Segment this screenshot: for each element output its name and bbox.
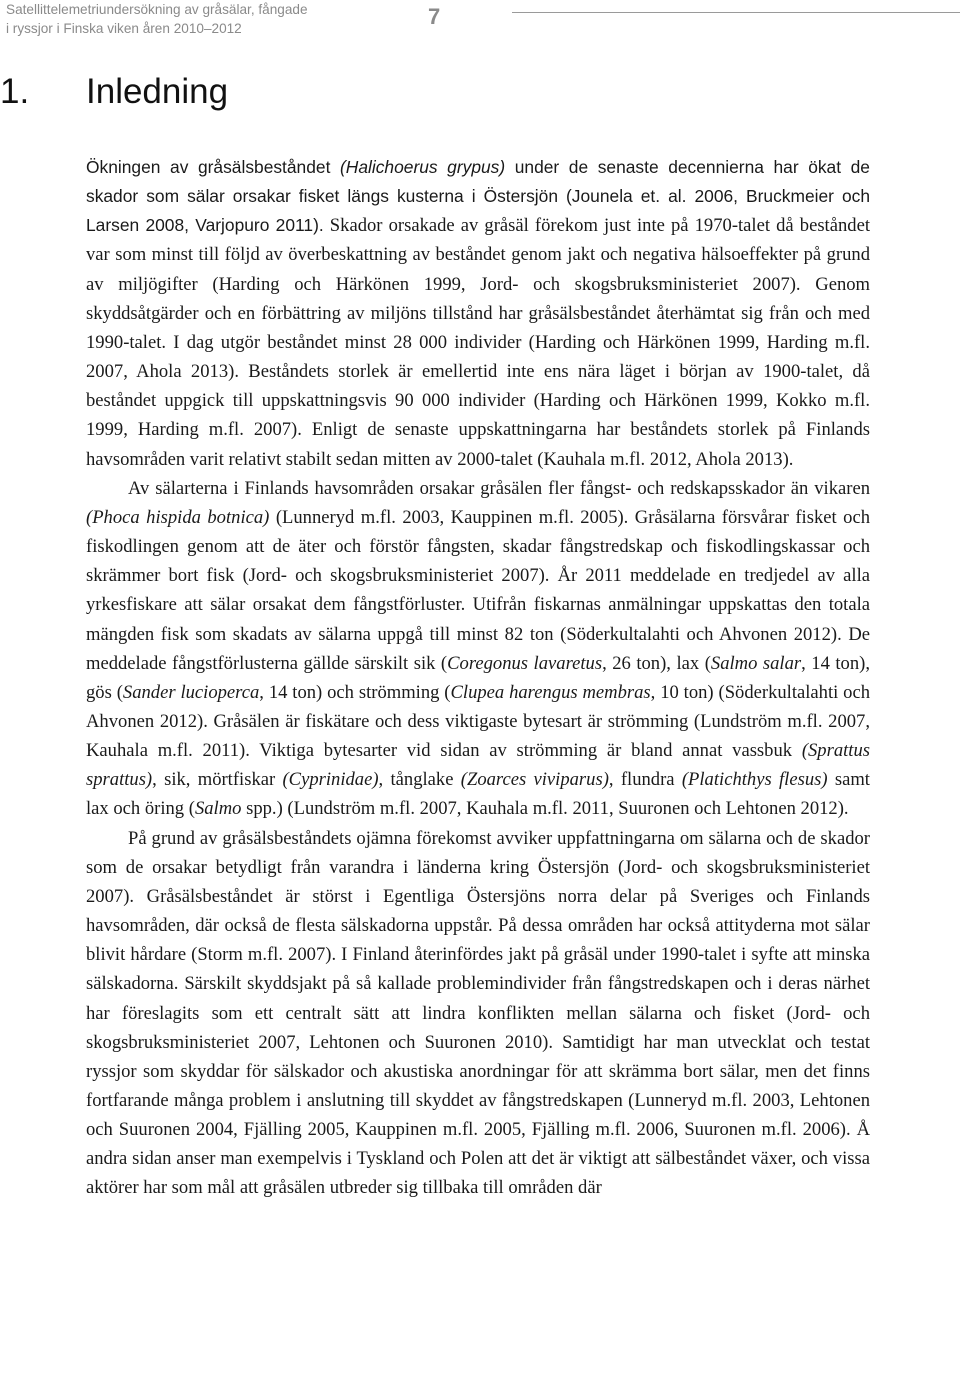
paragraph-1-text-1: Ökningen av gråsälsbeståndet (86, 157, 340, 177)
paragraph-2-species-5: Clupea harengus membras (450, 681, 651, 703)
paragraph-2-text-3: , 26 ton), lax ( (602, 652, 711, 674)
body-text (86, 153, 870, 1203)
paragraph-2-species-4: Sander lucioperca (122, 681, 260, 703)
paragraph-2-species-6: (Sprattus sprattus) (86, 740, 870, 791)
paragraph-2 (86, 474, 870, 824)
paragraph-2-species-2: Coregonus lavaretus (447, 652, 603, 674)
paragraph-2-text-2: (Lunneryd m.fl. 2003, Kauppinen m.fl. 2005). Gråsälarna försvårar fisket och fiskodlingen genom att de äter och förstör fångsten, skadar fångstredskap och fiskodlingskassar och skrämmer bort fisk (Jord- och skogsbruksministeriet 2007). År 2011 meddelade en tredjedel av alla yrkesfiskare att sälar orsakat dem fångstförluster. Utifrån fiskarnas anmälningar uppskattas den totala mängden fisk som skadats av sälarna uppgå till minst 82 ton (Söderkultalahti och Ahvonen 2012). De meddelade fångstförlusterna gällde särskilt sik ( (86, 506, 870, 674)
paragraph-1-text-2: under de senaste decennierna har ökat de skador som sälar orsakar fisket längs kusterna i Östersjön (Jounela et. al. 2006, Bruckmeier och Larsen 2008, Varjopuro 2011). (86, 157, 870, 236)
page-number: 7 (428, 4, 441, 29)
paragraph-2-species-3: Salmo salar (710, 652, 802, 674)
paragraph-2-text-8: , tånglake (378, 769, 461, 791)
paragraph-2-species-7: (Cyprinidae) (282, 769, 379, 791)
header-divider (512, 12, 960, 13)
paragraph-2-text-4: , 14 ton), gös ( (86, 652, 870, 703)
paragraph-1-species-grey-seal: (Halichoerus grypus) (339, 157, 506, 177)
paragraph-2-text-7: , sik, mörtfiskar (152, 769, 283, 791)
paragraph-2-text-6: , 10 ton) (Söderkultalahti och Ahvonen 2012). Gråsälen är fiskätare och dess viktigaste bytesart är strömming (Lundström m.fl. 2007, Kauhala m.fl. 2011). Viktiga bytesarter vid sidan av strömming är bland annat vassbuk (86, 681, 871, 762)
running-head (6, 0, 346, 38)
paragraph-2-text-5: , 14 ton) och strömming ( (259, 681, 451, 703)
paragraph-3 (86, 824, 870, 1203)
paragraph-2-species-9: (Platichthys flesus) (681, 769, 828, 791)
paragraph-2-text-9: , flundra (608, 769, 682, 791)
chapter-title: Inledning (86, 72, 229, 111)
paragraph-2-species-8: (Zoarces viviparus) (460, 769, 609, 791)
paragraph-2-text-11: spp.) (Lundström m.fl. 2007, Kauhala m.fl. 2011, Suuronen och Lehtonen 2012). (241, 798, 849, 820)
paragraph-2-species-1: (Phoca hispida botnica) (86, 506, 270, 528)
paragraph-2-text-1: Av sälarterna i Finlands havsområden orsakar gråsälen fler fångst- och redskapsskador än vikaren (128, 477, 870, 499)
chapter-heading (0, 66, 228, 118)
paragraph-1-text-3: Skador orsakade av gråsäl förekom just inte på 1970-talet då beståndet var som minst till följd av överbeskattning av beståndet genom jakt och negativa hälsoeffekter på grund av miljögifter (Harding och Härkönen 1999, Jord- och skogsbruksministeriet 2007). Genom skyddsåtgärder och en förbättring av miljöns tillstånd har gråsälsbeståndet återhämtat sig från och med 1990-talet. I dag utgör beståndet minst 28 000 individer (Harding och Härkönen 1999, Harding m.fl. 2007, Ahola 2013). Beståndets storlek är emellertid inte ens nära läget i början av 1900-talet, då beståndet uppgick till uppskattningsvis 90 000 individer (Harding och Härkönen 1999, Kokko m.fl. 1999, Harding m.fl. 2007). Enligt de senaste uppskattningarna har beståndets storlek på Finlands havsområden varit relativt stabilt sedan mitten av 2000-talet (Kauhala m.fl. 2012, Ahola 2013). (86, 215, 870, 470)
paragraph-2-species-10: Salmo (194, 798, 242, 820)
running-head-line-1: Satellittelemetriundersökning av gråsälar, fångade (6, 2, 308, 17)
paragraph-1 (86, 153, 870, 474)
paragraph-3-text-1: På grund av gråsälsbeståndets ojämna förekomst avviker uppfattningarna om sälarna och de skador som de orsakar betydligt från varandra i länderna kring Östersjön (Jord- och skogsbruksministeriet 2007). Gråsälsbeståndet är störst i Egentliga Östersjöns norra delar på Sveriges och Finlands havsområden, där också de flesta sälskadorna uppstår. På dessa områden har också attityderna mot sälar blivit hårdare (Storm m.fl. 2007). I Finland återinfördes jakt på gråsäl under 1990-talet i syfte att minska sälskadorna. Särskilt skyddsjakt på så kallade problemindivider från fångstredskapen och i deras närhet har föreslagits som ett centralt sätt att lindra konflikten mellan sälarna och fisket (Jord- och skogsbruksministeriet 2007, Lehtonen och Suuronen 2010). Samtidigt har man utvecklat och testat ryssjor som skyddar för sälskador och akustiska anordningar för att skrämma bort sälar, men det finns fortfarande många problem i anslutning till skyddet av fångstredskapen (Lunneryd m.fl. 2003, Lehtonen och Suuronen 2004, Fjälling 2005, Kauppinen m.fl. 2005, Fjälling m.fl. 2006, Suuronen m.fl. 2006). Å andra sidan anser man exempelvis i Tyskland och Polen att det är viktigt att sälbeståndet växer, och vissa aktörer har som mål att gråsälen utbreder sig tillbaka till områden där (86, 827, 870, 1199)
paragraph-2-text-10: samt lax och öring ( (86, 769, 870, 820)
chapter-number: 1. (0, 72, 30, 111)
running-head-line-2: i ryssjor i Finska viken åren 2010–2012 (6, 21, 242, 36)
